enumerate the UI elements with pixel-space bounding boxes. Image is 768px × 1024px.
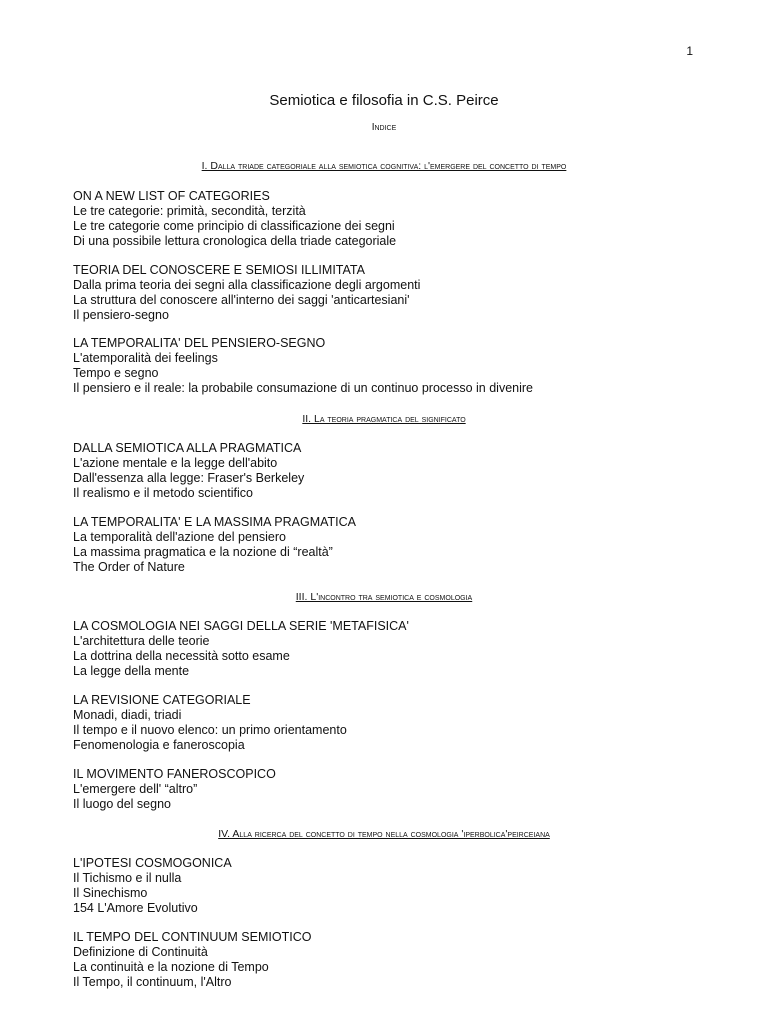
toc-entry: La dottrina della necessità sotto esame: [73, 649, 290, 663]
section-title: TEORIA DEL CONOSCERE E SEMIOSI ILLIMITATA: [73, 263, 365, 277]
toc-entry: L'architettura delle teorie: [73, 634, 210, 648]
section-title: DALLA SEMIOTICA ALLA PRAGMATICA: [73, 441, 302, 455]
section-title: IL TEMPO DEL CONTINUUM SEMIOTICO: [73, 930, 312, 944]
toc-section: [73, 856, 232, 916]
chapter-heading: II. La teoria pragmatica del significato: [302, 413, 466, 425]
toc-entry: Le tre categorie come principio di classificazione dei segni: [73, 219, 395, 233]
toc-entry: Le tre categorie: primità, secondità, terzità: [73, 204, 306, 218]
toc-section: [73, 336, 533, 396]
toc-entry: L'emergere dell' “altro”: [73, 782, 198, 796]
toc-entry: Fenomenologia e faneroscopia: [73, 738, 245, 752]
chapter-heading: III. L'incontro tra semiotica e cosmologia: [295, 591, 473, 603]
toc-entry: L'atemporalità dei feelings: [73, 351, 218, 365]
document-title: Semiotica e filosofia in C.S. Peirce: [269, 92, 499, 109]
document-subtitle: Indice: [371, 122, 397, 133]
toc-section: [73, 441, 304, 501]
section-title: LA REVISIONE CATEGORIALE: [73, 693, 251, 707]
toc-entry: Il tempo e il nuovo elenco: un primo orientamento: [73, 723, 347, 737]
section-title: ON A NEW LIST OF CATEGORIES: [73, 189, 270, 203]
section-title: IL MOVIMENTO FANEROSCOPICO: [73, 767, 276, 781]
toc-entry: Di una possibile lettura cronologica della triade categoriale: [73, 234, 397, 248]
toc-entry: L'azione mentale e la legge dell'abito: [73, 456, 278, 470]
section-title: L'IPOTESI COSMOGONICA: [73, 856, 232, 870]
toc-section: [73, 619, 409, 679]
toc-entry: Il realismo e il metodo scientifico: [73, 486, 253, 500]
section-title: LA TEMPORALITA' DEL PENSIERO-SEGNO: [73, 336, 326, 350]
toc-entry: Dall'essenza alla legge: Fraser's Berkeley: [73, 471, 305, 485]
toc-entry: Il pensiero-segno: [73, 308, 169, 322]
toc-entry: Dalla prima teoria dei segni alla classificazione degli argomenti: [73, 278, 421, 292]
toc-entry: Il luogo del segno: [73, 797, 171, 811]
chapter-heading: IV. Alla ricerca del concetto di tempo nella cosmologia 'iperbolica'peirceiana: [218, 828, 550, 840]
page-number: 1: [686, 44, 693, 58]
toc-section: [73, 515, 356, 575]
toc-entry: Tempo e segno: [73, 366, 159, 380]
toc-section: [73, 930, 311, 990]
toc-entry: The Order of Nature: [73, 560, 185, 574]
section-title: LA TEMPORALITA' E LA MASSIMA PRAGMATICA: [73, 515, 357, 529]
chapter-heading: I. Dalla triade categoriale alla semiotica cognitiva: l'emergere del concetto di tempo: [201, 160, 567, 172]
toc-section: [73, 693, 347, 753]
toc-entry: La temporalità dell'azione del pensiero: [73, 530, 286, 544]
toc-entry: La legge della mente: [73, 664, 190, 678]
toc-entry: La struttura del conoscere all'interno dei saggi 'anticartesiani': [73, 293, 410, 307]
toc-entry: La massima pragmatica e la nozione di “realtà”: [73, 545, 333, 559]
section-title: LA COSMOLOGIA NEI SAGGI DELLA SERIE 'METAFISICA': [73, 619, 409, 633]
toc-entry: Definizione di Continuità: [73, 945, 208, 959]
toc-entry: La continuità e la nozione di Tempo: [73, 960, 269, 974]
toc-entry: Il Tempo, il continuum, l'Altro: [73, 975, 232, 989]
toc-section: [73, 767, 276, 812]
toc-entry: Il Tichismo e il nulla: [73, 871, 182, 885]
toc-entry: Il Sinechismo: [73, 886, 148, 900]
toc-section: [73, 189, 396, 249]
toc-entry: Il pensiero e il reale: la probabile consumazione di un continuo processo in divenire: [73, 381, 533, 395]
toc-section: [73, 263, 420, 323]
toc-entry: 154 L'Amore Evolutivo: [73, 901, 198, 915]
toc-entry: Monadi, diadi, triadi: [73, 708, 182, 722]
